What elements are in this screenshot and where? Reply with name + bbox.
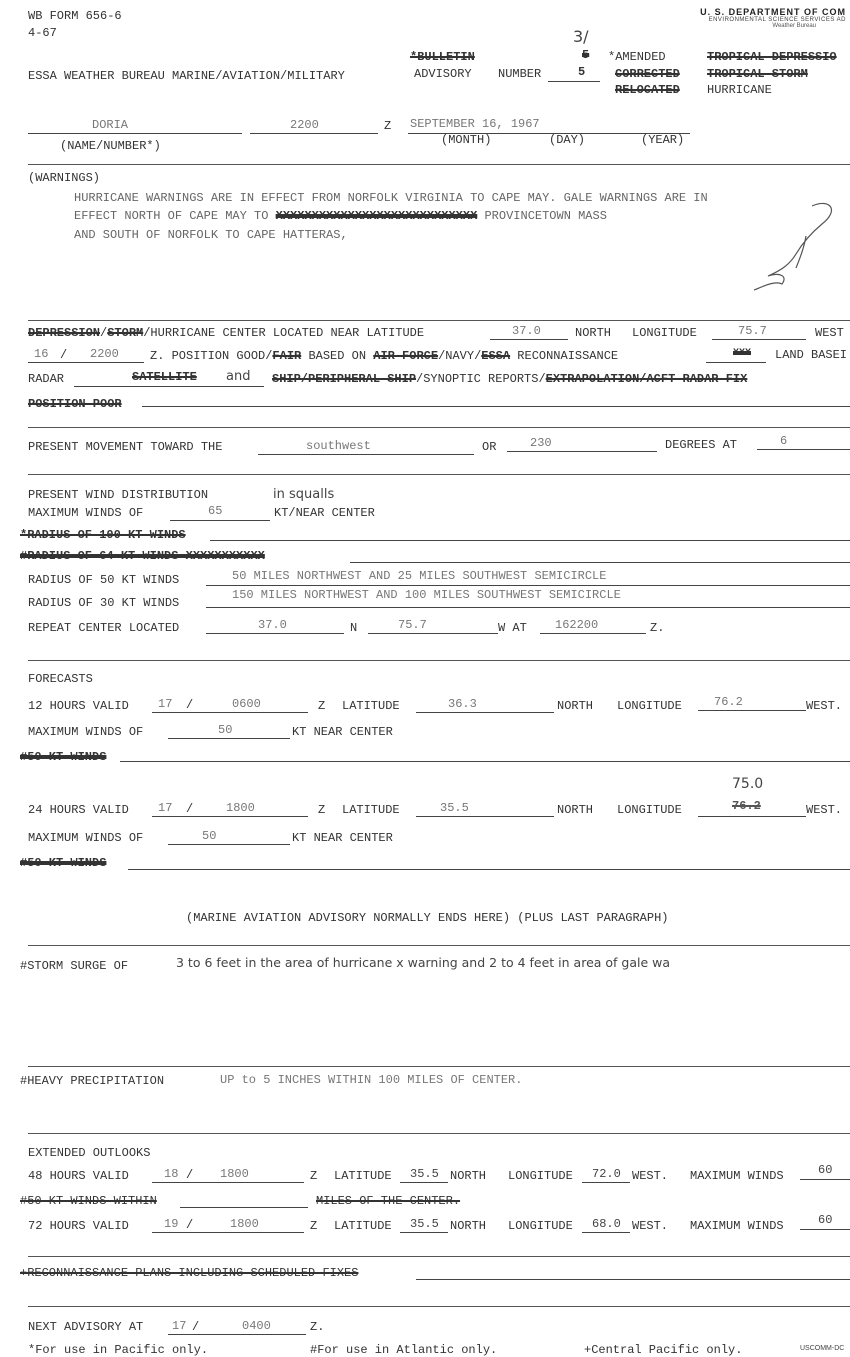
forecast-24h-label: 24 HOURS VALID (28, 803, 129, 817)
forecast-12h-struck: #50 KT WINDS (20, 750, 107, 764)
agency-name: ENVIRONMENTAL SCIENCE SERVICES AD (708, 17, 846, 23)
day-caption: (DAY) (549, 133, 586, 147)
wind-distribution-label: PRESENT WIND DISTRIBUTION (28, 488, 209, 502)
hurricane-center-label: /HURRICANE CENTER LOCATED NEAR LATITUDE (143, 326, 425, 340)
navy-option: /NAVY/ (438, 349, 482, 363)
footnote-central-pacific: +Central Pacific only. (584, 1343, 743, 1357)
miles-of-center-option: MILES OF THE CENTER. (316, 1194, 461, 1208)
forecast-24h-longitude-label: LONGITUDE (617, 803, 682, 817)
next-advisory-z: Z. (310, 1320, 325, 1334)
radius-struck-option: #RADIUS OF 64 KT WINDS XXXXXXXXXXX (20, 549, 265, 563)
forecast-24h-max: 50 (202, 829, 217, 843)
name-caption: (NAME/NUMBER*) (60, 139, 161, 153)
outlook-48h-max-label: MAXIMUM WINDS (690, 1169, 784, 1183)
forecast-24h-west: WEST. (806, 803, 843, 817)
outlook-48h-longitude: 72.0 (592, 1167, 621, 1181)
repeat-latitude: 37.0 (258, 618, 287, 632)
form-title: ESSA WEATHER BUREAU MARINE/AVIATION/MILITARY (28, 69, 345, 83)
longitude-label: LONGITUDE (632, 326, 697, 340)
form-id: WB FORM 656-6 (28, 9, 122, 23)
outlook-72h-max: 60 (818, 1213, 833, 1227)
position-quality (150, 349, 618, 363)
forecast-24h-kt-near: KT NEAR CENTER (292, 831, 393, 845)
outlook-48h-z: Z (310, 1169, 318, 1183)
forecast-12h-longitude: 76.2 (714, 695, 743, 709)
warnings-struck-text: XXXXXXXXXXXXXXXXXXXXXXXXXXXX (275, 209, 478, 223)
outlook-72h-time: 1800 (230, 1217, 259, 1231)
advisory-label: ADVISORY (414, 67, 472, 81)
forecast-12h-label: 12 HOURS VALID (28, 699, 129, 713)
forecast-12h-time: 0600 (232, 697, 261, 711)
position-line-1: DEPRESSION/STORM/HURRICANE CENTER LOCATED NEAR LATITUDE (28, 326, 425, 340)
reconnaissance-plans-option: +RECONNAISSANCE PLANS INCLUDING SCHEDULED FIXES (20, 1266, 359, 1280)
advisory-date: SEPTEMBER 16, 1967 (410, 117, 540, 131)
kt-winds-within-option: #50 KT WINDS WITHIN (20, 1194, 157, 1208)
storm-name: DORIA (92, 118, 129, 132)
outlook-72h-max-label: MAXIMUM WINDS (690, 1219, 784, 1233)
land-based-label: LAND BASEI (775, 348, 848, 362)
hurricane-option: HURRICANE (707, 83, 772, 97)
repeat-n-label: N (350, 621, 358, 635)
radar-label: RADAR (28, 372, 65, 386)
warnings-label: (WARNINGS) (28, 171, 101, 185)
acft-radar-option: /ACFT RADAR FIX (639, 372, 748, 386)
storm-surge-label: #STORM SURGE OF (20, 959, 129, 973)
west-label: WEST (815, 326, 844, 340)
number-overwritten: 5 (578, 65, 586, 79)
bureau-name: Weather Bureau (772, 23, 816, 29)
max-winds-label: MAXIMUM WINDS OF (28, 506, 144, 520)
fair-option: FAIR (272, 349, 302, 363)
outlook-72h-longitude-label: LONGITUDE (508, 1219, 573, 1233)
center-latitude: 37.0 (512, 324, 541, 338)
repeat-z-label: Z. (650, 621, 665, 635)
forecast-24h-latitude: 35.5 (440, 801, 469, 815)
forecast-12h-kt-near: KT NEAR CENTER (292, 725, 393, 739)
forecast-12h-day: 17 (158, 697, 173, 711)
radius-30kt-label: RADIUS OF 30 KT WINDS (28, 596, 180, 610)
position-poor-option: POSITION POOR (28, 397, 122, 411)
advisory-number: 3/ (573, 27, 589, 46)
warnings-line-2-text: EFFECT NORTH OF CAPE MAY TO (74, 209, 269, 223)
forecasts-label: FORECASTS (28, 672, 93, 686)
outlook-48h-west: WEST. (632, 1169, 669, 1183)
tropical-storm-option: TROPICAL STORM (707, 67, 808, 81)
repeat-longitude: 75.7 (398, 618, 427, 632)
tropical-depression-option: TROPICAL DEPRESSIO (707, 50, 837, 64)
sources-line (272, 372, 747, 386)
outlook-48h-day: 18 (164, 1167, 179, 1181)
number-label: NUMBER (498, 67, 542, 81)
forecast-24h-day: 17 (158, 801, 173, 815)
essa-option: ESSA (481, 349, 511, 363)
outlook-48h-time: 1800 (220, 1167, 249, 1181)
zulu-label: Z (384, 119, 392, 133)
storm-option: STORM (107, 326, 144, 340)
kt-near-center-label: KT/NEAR CENTER (274, 506, 375, 520)
reconnaissance-label: RECONNAISSANCE (517, 349, 619, 363)
outlook-72h-label: 72 HOURS VALID (28, 1219, 129, 1233)
extended-outlooks-label: EXTENDED OUTLOOKS (28, 1146, 151, 1160)
warnings-line-3: AND SOUTH OF NORFOLK TO CAPE HATTERAS, (74, 228, 348, 242)
or-label: OR (482, 440, 497, 454)
department-header (700, 7, 846, 29)
next-advisory-label: NEXT ADVISORY AT (28, 1320, 144, 1334)
forecast-12h-max: 50 (218, 723, 233, 737)
outlook-72h-latitude-label: LATITUDE (334, 1219, 392, 1233)
satellite-option: SATELLITE (132, 370, 197, 384)
bulletin-option: *BULLETIN (410, 50, 475, 64)
repeat-center-label: REPEAT CENTER LOCATED (28, 621, 180, 635)
position-good-label: Z. POSITION GOOD/ (150, 349, 273, 363)
marine-advisory-note: (MARINE AVIATION ADVISORY NORMALLY ENDS HERE) (PLUS LAST PARAGRAPH) (186, 911, 669, 925)
advisory-time: 2200 (290, 118, 319, 132)
movement-degrees: 230 (530, 436, 552, 450)
and-handwritten: and (226, 369, 251, 384)
department-name: U. S. DEPARTMENT OF COM (700, 7, 846, 17)
year-caption: (YEAR) (641, 133, 685, 147)
month-caption: (MONTH) (441, 133, 492, 147)
max-winds-value: 65 (208, 504, 223, 518)
depression-option: DEPRESSION (28, 326, 101, 340)
amended-option: *AMENDED (608, 50, 666, 64)
forecast-12h-latitude-label: LATITUDE (342, 699, 400, 713)
synoptic-label: /SYNOPTIC REPORTS/ (416, 372, 546, 386)
forecast-24h-north: NORTH (557, 803, 594, 817)
radius-50kt-label: RADIUS OF 50 KT WINDS (28, 573, 180, 587)
outlook-48h-north: NORTH (450, 1169, 487, 1183)
movement-label: PRESENT MOVEMENT TOWARD THE (28, 440, 223, 454)
outlook-48h-latitude-label: LATITUDE (334, 1169, 392, 1183)
forecast-12h-latitude: 36.3 (448, 697, 477, 711)
movement-speed: 6 (780, 434, 788, 448)
degrees-at-label: DEGREES AT (665, 438, 738, 452)
warnings-line-1: HURRICANE WARNINGS ARE IN EFFECT FROM NORFOLK VIRGINIA TO CAPE MAY. GALE WARNINGS ARE IN (74, 191, 708, 205)
warnings-line-2-end: PROVINCETOWN MASS (484, 209, 607, 223)
outlook-72h-day: 19 (164, 1217, 179, 1231)
position-time: 2200 (90, 347, 119, 361)
next-advisory-day: 17 (172, 1319, 187, 1333)
printer-code: USCOMM-DC (800, 1345, 845, 1352)
heavy-precipitation-label: #HEAVY PRECIPITATION (20, 1074, 165, 1088)
forecast-24h-struck: #50 KT WINDS (20, 856, 107, 870)
forecast-12h-longitude-label: LONGITUDE (617, 699, 682, 713)
forecast-24h-z: Z (318, 803, 326, 817)
position-day: 16 (34, 347, 49, 361)
center-longitude: 75.7 (738, 324, 767, 338)
in-squalls-note: in squalls (273, 487, 335, 502)
forecast-24h-longitude-correction: 75.0 (732, 776, 764, 792)
outlook-48h-max: 60 (818, 1163, 833, 1177)
repeat-time: 162200 (555, 618, 599, 632)
form-revision: 4-67 (28, 26, 57, 40)
outlook-48h-latitude: 35.5 (410, 1167, 439, 1181)
footnote-pacific: *For use in Pacific only. (28, 1343, 209, 1357)
radius-100kt-option: *RADIUS OF 100 KT WINDS (20, 528, 186, 542)
forecast-24h-longitude-old: 76.2 (732, 799, 761, 813)
forecast-12h-max-label: MAXIMUM WINDS OF (28, 725, 144, 739)
relocated-option: RELOCATED (615, 83, 680, 97)
w-at-label: W AT (498, 621, 527, 635)
movement-direction: southwest (306, 439, 371, 453)
forecast-12h-north: NORTH (557, 699, 594, 713)
outlook-48h-label: 48 HOURS VALID (28, 1169, 129, 1183)
outlook-72h-longitude: 68.0 (592, 1217, 621, 1231)
extrapolation-option: EXTRAPOLATION (545, 372, 640, 386)
north-label: NORTH (575, 326, 612, 340)
heavy-precipitation-text: UP to 5 INCHES WITHIN 100 MILES OF CENTER. (220, 1073, 523, 1087)
initials-signature (752, 196, 844, 292)
outlook-48h-longitude-label: LONGITUDE (508, 1169, 573, 1183)
based-on-label: BASED ON (308, 349, 367, 363)
radius-50kt-value: 50 MILES NORTHWEST AND 25 MILES SOUTHWEST SEMICIRCLE (232, 569, 607, 583)
forecast-12h-z: Z (318, 699, 326, 713)
forecast-24h-time: 1800 (226, 801, 255, 815)
corrected-option: CORRECTED (615, 67, 680, 81)
footnote-atlantic: #For use in Atlantic only. (310, 1343, 498, 1357)
forecast-24h-latitude-label: LATITUDE (342, 803, 400, 817)
radius-30kt-value: 150 MILES NORTHWEST AND 100 MILES SOUTHWEST SEMICIRCLE (232, 588, 621, 602)
forecast-12h-west: WEST. (806, 699, 843, 713)
outlook-72h-west: WEST. (632, 1219, 669, 1233)
warnings-line-2 (74, 209, 607, 223)
storm-surge-text: 3 to 6 feet in the area of hurricane x warning and 2 to 4 feet in area of gale wa (176, 955, 671, 970)
forecast-24h-max-label: MAXIMUM WINDS OF (28, 831, 144, 845)
ship-option: SHIP/PERIPHERAL SHIP (272, 372, 417, 386)
next-advisory-time: 0400 (242, 1319, 271, 1333)
air-force-option: AIR FORCE (373, 349, 439, 363)
number-struck: 5 (582, 48, 590, 62)
outlook-72h-north: NORTH (450, 1219, 487, 1233)
outlook-72h-latitude: 35.5 (410, 1217, 439, 1231)
outlook-72h-z: Z (310, 1219, 318, 1233)
